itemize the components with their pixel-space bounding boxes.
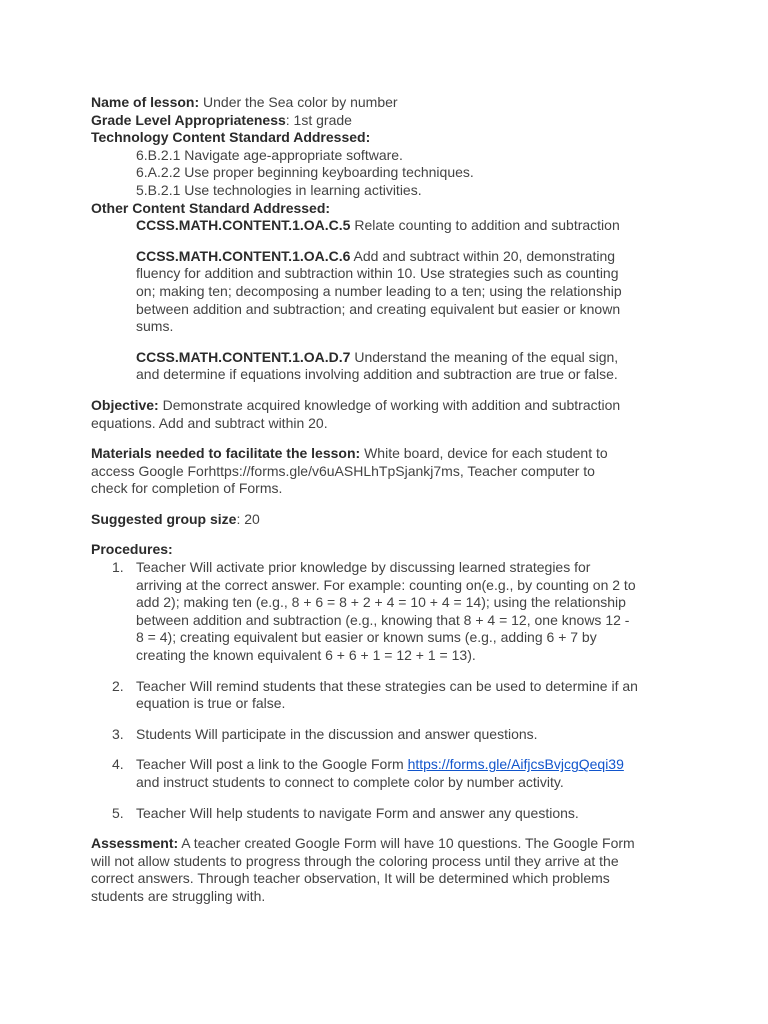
lesson-name-line: [91, 94, 691, 112]
procedure-item: [91, 726, 691, 744]
standard-oa-c6: [91, 248, 691, 336]
procedure-text: add 2); making ten (e.g., 8 + 6 = 8 + 2 + 4 = 10 + 4 = 14); using the relationship: [136, 594, 626, 611]
procedure-text: between addition and subtraction (e.g., knowing that 8 + 4 = 12, one knows 12 -: [136, 611, 630, 628]
materials-text: access Google Forhttps://forms.gle/v6uASHLhTpSjankj7ms, Teacher computer to: [91, 462, 595, 479]
procedure-text: Teacher Will help students to navigate Form and answer any questions.: [136, 804, 579, 821]
procedure-number: 5.: [112, 804, 124, 821]
standard-text: Understand the meaning of the equal sign,: [350, 348, 619, 365]
standard-text: and determine if equations involving addition and subtraction are true or false.: [136, 366, 618, 383]
materials-text: check for completion of Forms.: [91, 480, 283, 497]
procedure-text: equation is true or false.: [136, 695, 286, 712]
objective-text: Demonstrate acquired knowledge of working with addition and subtraction: [158, 396, 621, 413]
standard-code: CCSS.MATH.CONTENT.1.OA.C.5: [136, 217, 351, 234]
standard-text: between addition and subtraction; and creating equivalent but easier or known: [136, 300, 621, 317]
standard-text: on; making ten; decomposing a number leading to a ten; using the relationship: [136, 282, 622, 299]
procedure-item: [91, 805, 691, 823]
group-size-label: Suggested group size: [91, 510, 237, 527]
assessment-text: A teacher created Google Form will have 10 questions. The Google Form: [178, 835, 635, 852]
procedure-text: 8 = 4); creating equivalent but easier or known sums (e.g., adding 6 + 7 by: [136, 629, 597, 646]
procedure-item: [91, 559, 691, 665]
materials-section: [91, 445, 691, 498]
lesson-name-label: Name of lesson:: [91, 94, 200, 110]
procedure-text: Teacher Will remind students that these strategies can be used to determine if an: [136, 677, 638, 694]
assessment-text: students are struggling with.: [91, 887, 266, 904]
assessment-section: [91, 835, 691, 905]
procedure-item: [91, 756, 691, 791]
group-size-line: [91, 511, 691, 529]
procedure-text: arriving at the correct answer. For example: counting on(e.g., by counting on 2 to: [136, 576, 636, 593]
materials-label: Materials needed to facilitate the lesson:: [91, 445, 361, 462]
procedure-text: and instruct students to connect to complete color by number activity.: [136, 774, 564, 790]
grade-label: Grade Level Appropriateness: [91, 111, 286, 128]
tech-standard-heading: Technology Content Standard Addressed:: [91, 129, 371, 146]
procedure-text: Teacher Will post a link to the Google Form: [136, 756, 408, 773]
lesson-plan-document: [91, 94, 691, 906]
procedure-text: Teacher Will activate prior knowledge by discussing learned strategies for: [136, 559, 591, 576]
lesson-name-value: Under the Sea color by number: [199, 94, 398, 110]
objective-label: Objective:: [91, 396, 159, 413]
standard-code: CCSS.MATH.CONTENT.1.OA.D.7: [136, 348, 351, 365]
procedure-number: 2.: [112, 677, 124, 694]
grade-value: : 1st grade: [285, 111, 352, 128]
objective-section: [91, 397, 691, 432]
objective-text: equations. Add and subtract within 20.: [91, 414, 328, 431]
tech-standard-item: 6.A.2.2 Use proper beginning keyboarding techniques.: [136, 164, 474, 181]
materials-text: White board, device for each student to: [360, 445, 608, 462]
assessment-text: correct answers. Through teacher observation, It will be determined which problems: [91, 870, 610, 887]
standard-text: sums.: [136, 318, 174, 335]
standard-oa-c5: [91, 217, 691, 235]
standard-text: Relate counting to addition and subtraction: [350, 217, 620, 234]
grade-line: [91, 112, 691, 130]
procedures-section: [91, 541, 691, 822]
procedure-text: creating the known equivalent 6 + 6 + 1 = 12 + 1 = 13).: [136, 647, 476, 664]
standard-text: Add and subtract within 20, demonstrating: [350, 247, 616, 264]
google-form-link[interactable]: https://forms.gle/AifjcsBvjcgQeqi39: [407, 756, 624, 773]
procedures-heading: Procedures:: [91, 541, 173, 558]
standard-oa-d7: [91, 349, 691, 384]
assessment-text: will not allow students to progress through the coloring process until they arrive at the: [91, 852, 619, 869]
tech-standard-item: 5.B.2.1 Use technologies in learning activities.: [136, 181, 422, 198]
assessment-label: Assessment:: [91, 835, 179, 852]
procedure-number: 4.: [112, 756, 124, 773]
standard-code: CCSS.MATH.CONTENT.1.OA.C.6: [136, 247, 351, 264]
procedure-item: [91, 678, 691, 713]
procedure-number: 3.: [112, 725, 124, 742]
procedure-text: Students Will participate in the discussion and answer questions.: [136, 725, 538, 742]
procedures-list: [91, 559, 691, 822]
group-size-value: : 20: [236, 510, 260, 527]
tech-standard-item: 6.B.2.1 Navigate age-appropriate software.: [136, 146, 403, 163]
standard-text: fluency for addition and subtraction within 10. Use strategies such as counting: [136, 265, 619, 282]
other-standard-heading: Other Content Standard Addressed:: [91, 199, 331, 216]
procedure-number: 1.: [112, 559, 124, 576]
